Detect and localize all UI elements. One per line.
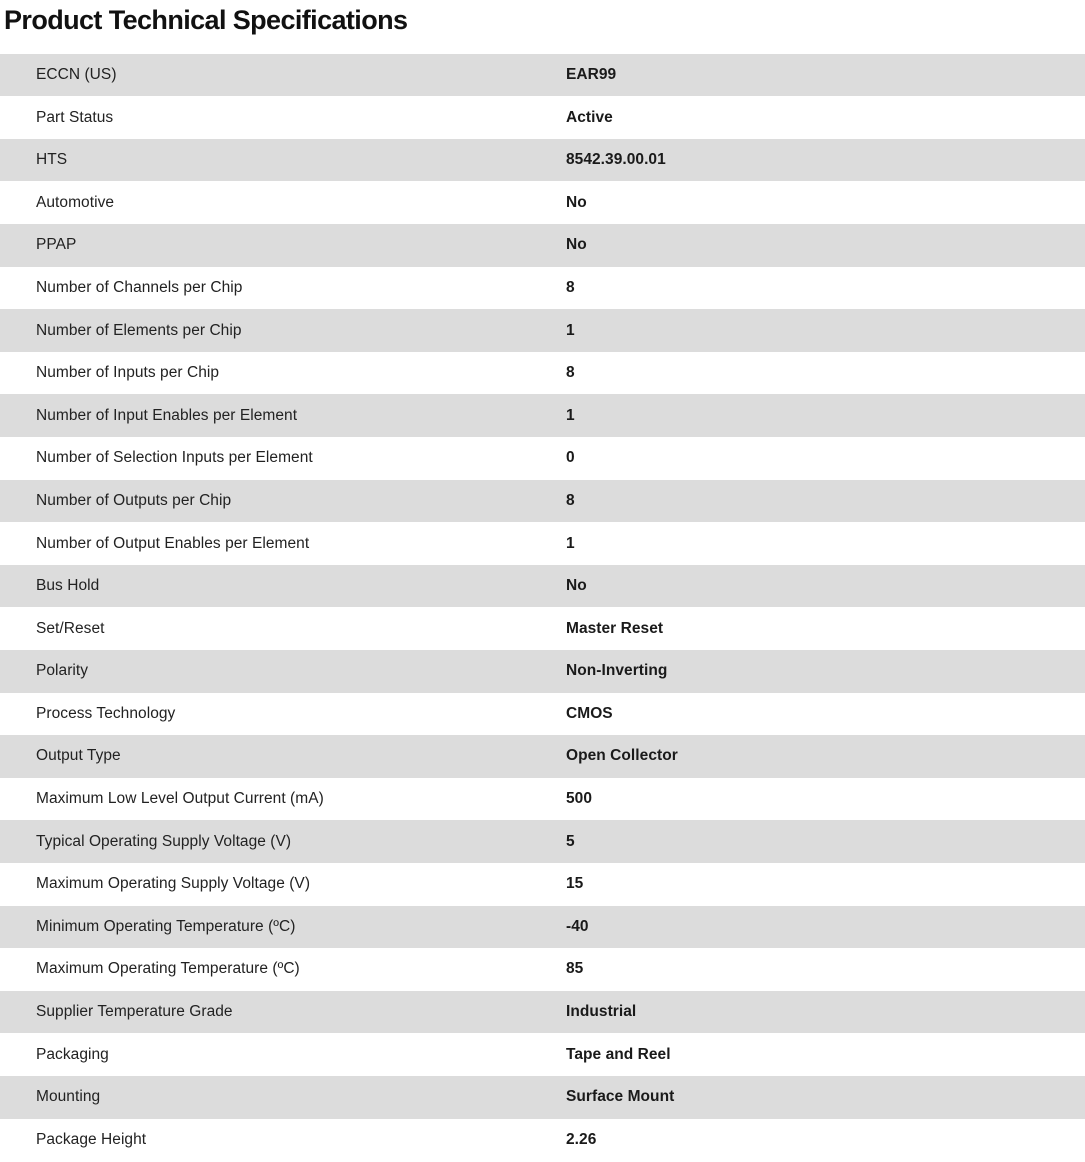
table-row xyxy=(0,522,1085,565)
spec-label: Maximum Low Level Output Current (mA) xyxy=(36,790,324,808)
spec-value: Surface Mount xyxy=(566,1088,675,1106)
spec-value: 8542.39.00.01 xyxy=(566,151,666,169)
spec-label: Number of Elements per Chip xyxy=(36,321,242,339)
spec-value: EAR99 xyxy=(566,65,617,83)
spec-label: Output Type xyxy=(36,747,121,765)
spec-value: Industrial xyxy=(566,1003,637,1021)
table-row xyxy=(0,96,1085,139)
spec-value: 15 xyxy=(566,875,584,893)
spec-value: 1 xyxy=(566,321,575,339)
spec-label: Polarity xyxy=(36,662,89,680)
table-row xyxy=(0,906,1085,949)
spec-label: Number of Channels per Chip xyxy=(36,278,243,296)
spec-label: PPAP xyxy=(36,236,77,254)
spec-label: Maximum Operating Temperature (ºC) xyxy=(36,960,300,978)
table-row xyxy=(0,778,1085,821)
spec-value: 8 xyxy=(566,491,575,509)
spec-label: Bus Hold xyxy=(36,577,100,595)
table-row xyxy=(0,352,1085,395)
spec-label: Maximum Operating Supply Voltage (V) xyxy=(36,875,311,893)
spec-value: 500 xyxy=(566,790,593,808)
spec-value: 8 xyxy=(566,364,575,382)
table-row xyxy=(0,224,1085,267)
spec-value: 85 xyxy=(566,960,584,978)
spec-label: HTS xyxy=(36,151,68,169)
spec-value: Active xyxy=(566,108,613,126)
spec-label: Set/Reset xyxy=(36,619,105,637)
spec-label: Part Status xyxy=(36,108,114,126)
spec-label: Packaging xyxy=(36,1045,109,1063)
table-row xyxy=(0,820,1085,863)
table-row xyxy=(0,1119,1085,1162)
spec-label: Number of Input Enables per Element xyxy=(36,406,298,424)
specifications-table xyxy=(0,54,1085,1161)
spec-label: Process Technology xyxy=(36,704,176,722)
spec-value: No xyxy=(566,577,587,595)
specifications-table-body xyxy=(0,54,1085,1161)
spec-label: Number of Outputs per Chip xyxy=(36,491,232,509)
spec-value: 1 xyxy=(566,406,575,424)
spec-value: 5 xyxy=(566,832,575,850)
spec-value: Open Collector xyxy=(566,747,678,765)
spec-value: No xyxy=(566,193,587,211)
table-row xyxy=(0,863,1085,906)
table-row xyxy=(0,693,1085,736)
spec-label: Minimum Operating Temperature (ºC) xyxy=(36,917,296,935)
spec-value: Non-Inverting xyxy=(566,662,668,680)
table-row xyxy=(0,54,1085,97)
spec-label: Number of Inputs per Chip xyxy=(36,364,220,382)
spec-label: Package Height xyxy=(36,1130,147,1148)
table-row xyxy=(0,607,1085,650)
spec-label: Number of Selection Inputs per Element xyxy=(36,449,313,467)
table-row xyxy=(0,139,1085,182)
table-row xyxy=(0,267,1085,310)
table-row xyxy=(0,437,1085,480)
spec-value: No xyxy=(566,236,587,254)
page-title: Product Technical Specifications xyxy=(4,5,408,35)
table-row xyxy=(0,181,1085,224)
table-row xyxy=(0,735,1085,778)
table-row xyxy=(0,948,1085,991)
spec-value: Tape and Reel xyxy=(566,1045,671,1063)
table-row xyxy=(0,650,1085,693)
spec-value: 2.26 xyxy=(566,1130,597,1148)
table-row xyxy=(0,1076,1085,1119)
table-row xyxy=(0,565,1085,608)
spec-label: Number of Output Enables per Element xyxy=(36,534,310,552)
spec-value: 1 xyxy=(566,534,575,552)
spec-label: Mounting xyxy=(36,1088,101,1106)
spec-value: -40 xyxy=(566,917,589,935)
spec-value: 8 xyxy=(566,278,575,296)
table-row xyxy=(0,309,1085,352)
spec-label: Supplier Temperature Grade xyxy=(36,1003,233,1021)
spec-label: Typical Operating Supply Voltage (V) xyxy=(36,832,292,850)
spec-value: Master Reset xyxy=(566,619,664,637)
spec-label: ECCN (US) xyxy=(36,65,117,83)
spec-value: CMOS xyxy=(566,704,613,722)
table-row xyxy=(0,480,1085,523)
table-row xyxy=(0,1033,1085,1076)
table-row xyxy=(0,394,1085,437)
spec-value: 0 xyxy=(566,449,575,467)
table-row xyxy=(0,991,1085,1034)
spec-label: Automotive xyxy=(36,193,115,211)
